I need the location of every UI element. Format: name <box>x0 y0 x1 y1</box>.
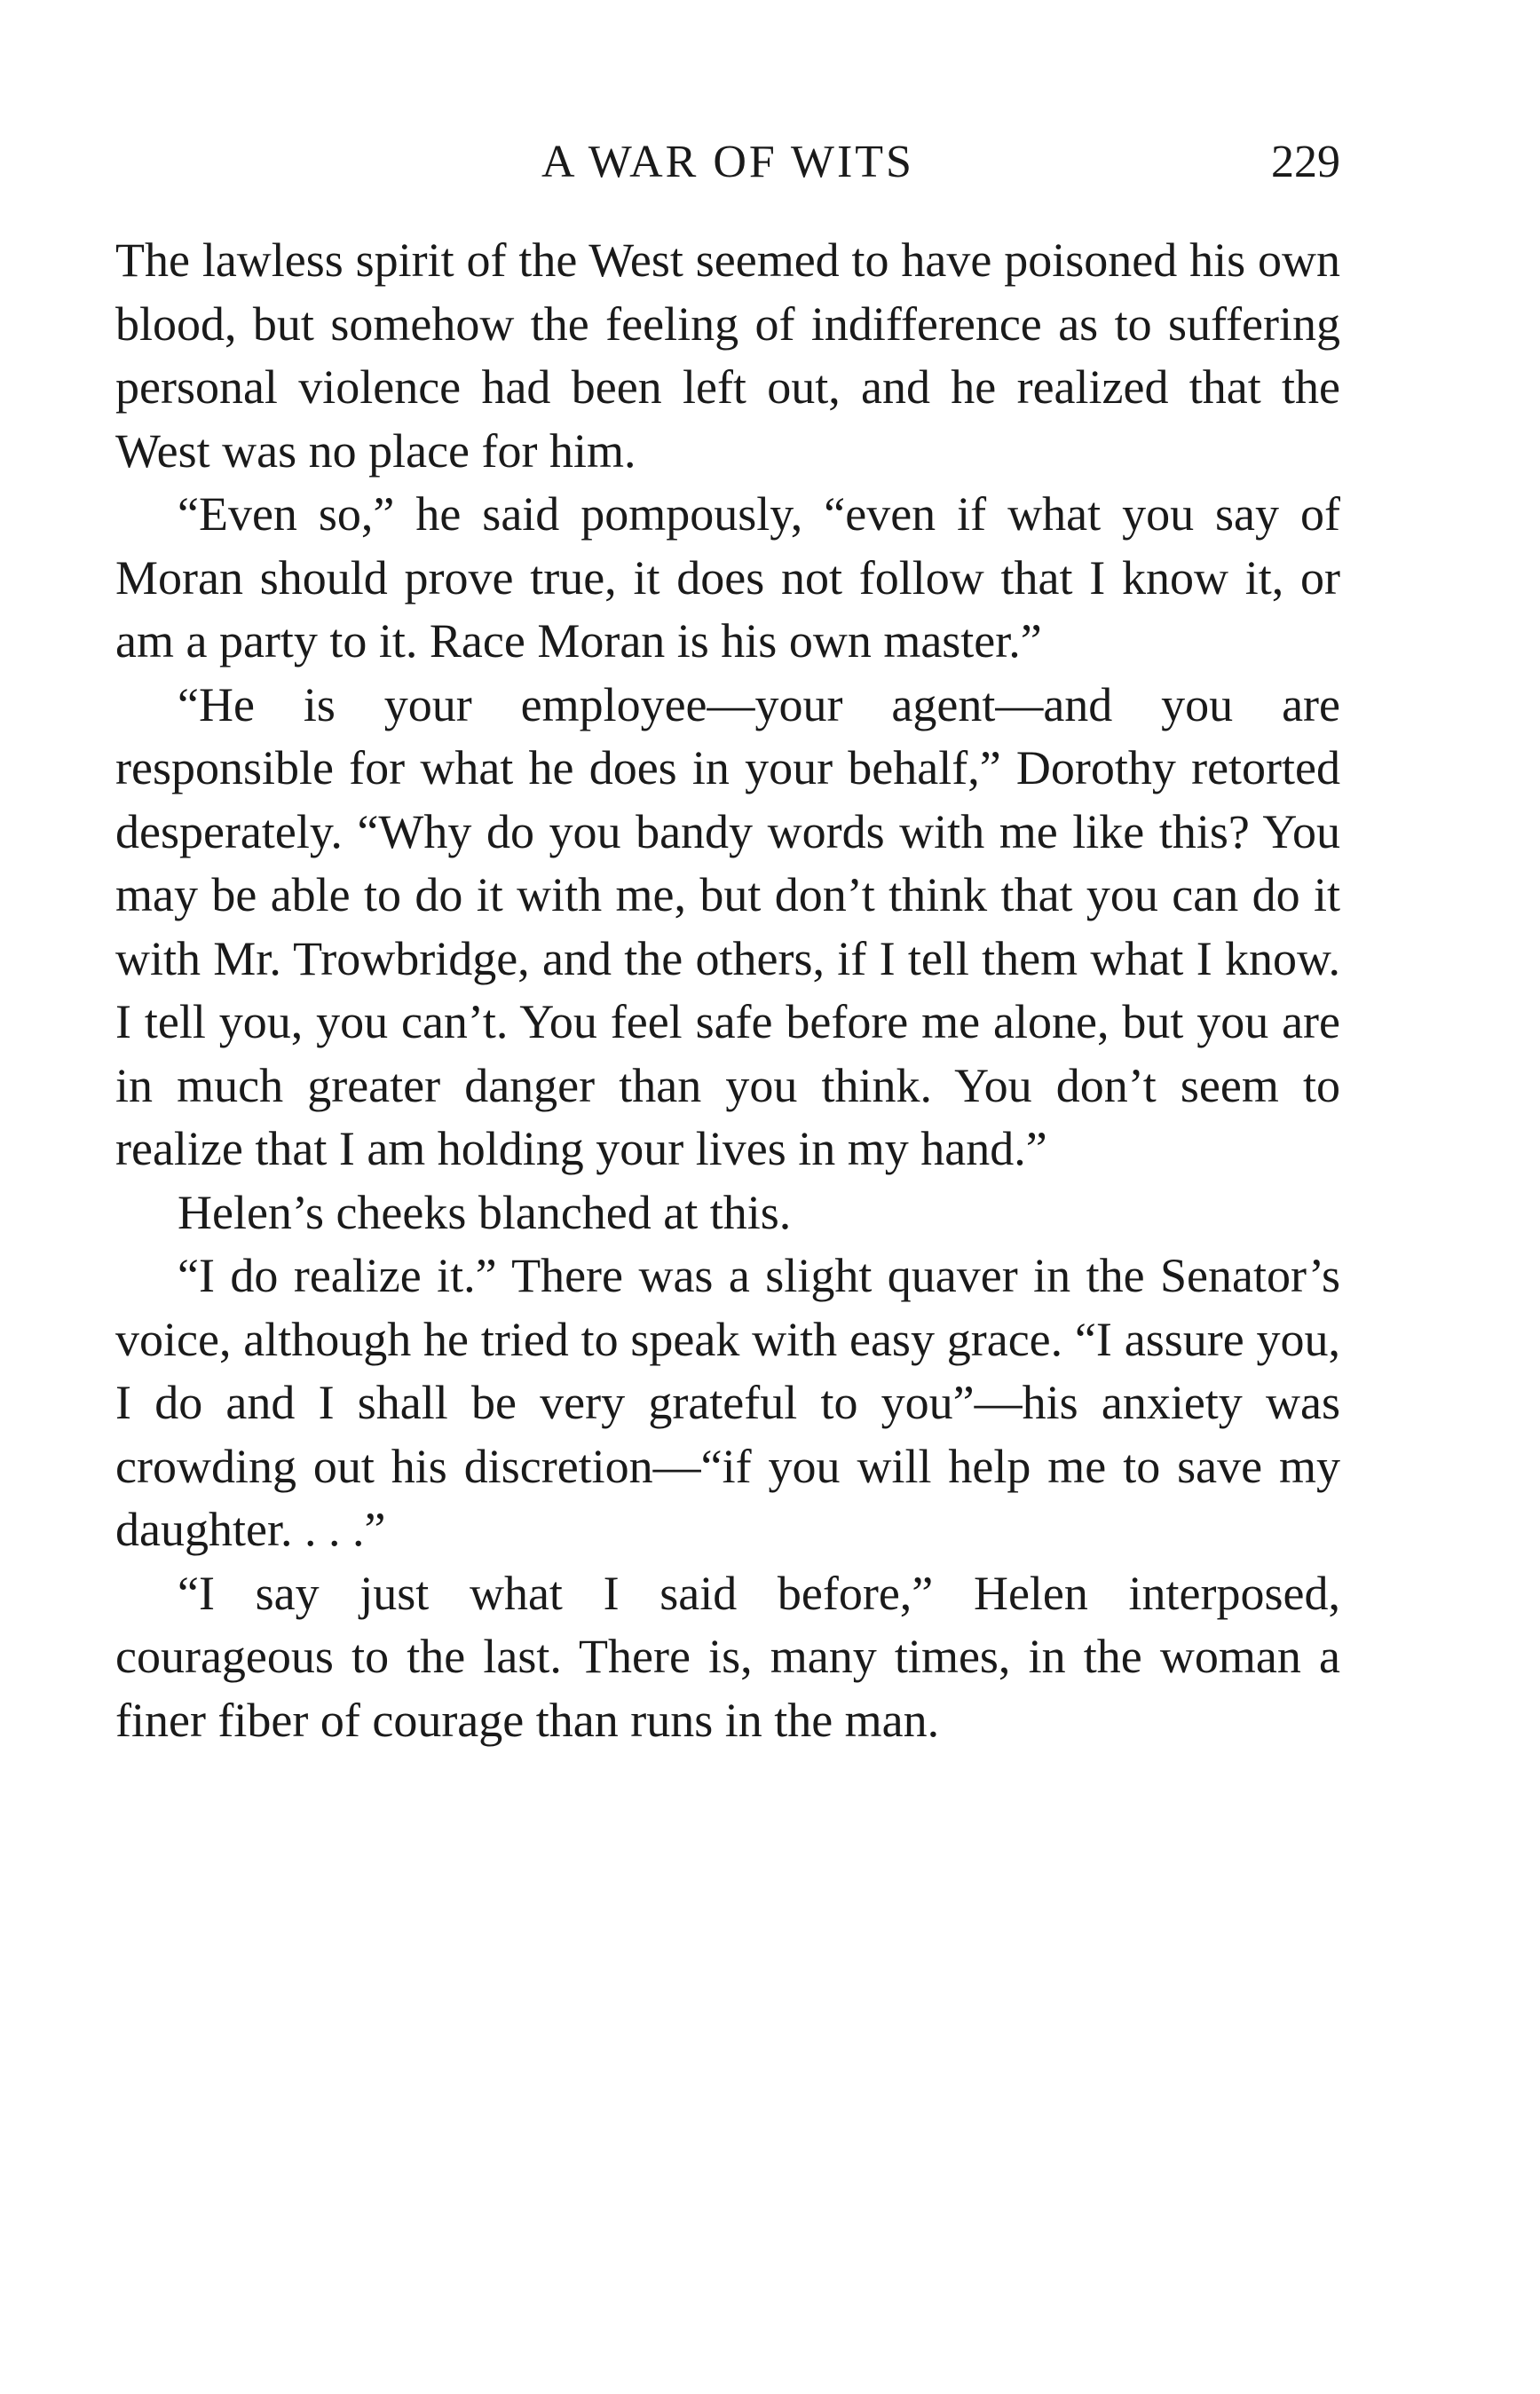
paragraph-2: “Even so,” he said pompously, “even if what you say of Moran should prove true, it does not follow that I know it, or am a party to it. Race Moran is his own master.” <box>115 487 1340 668</box>
body-text <box>115 229 1340 1752</box>
paragraph-4: Helen’s cheeks blanched at this. <box>178 1185 792 1239</box>
page-number: 229 <box>1271 137 1340 187</box>
running-title: A WAR OF WITS <box>541 137 914 187</box>
paragraph-1: The lawless spirit of the West seemed to have poisoned his own blood, but somehow the feeling of indifference as to suffering personal violence had been left out, and he realized that the West was no place for him. <box>115 233 1340 478</box>
running-head <box>115 131 1340 194</box>
paragraph-3: “He is your employee—your agent—and you are responsible for what he does in your behalf,” Dorothy retorted desperately. “Why do you bandy words with me like this? You may be able to do it with me, but don’t think that you can do it with Mr. Trowbridge, and the others, if I tell them what I know. I tell you, you can’t. You feel safe before me alone, but you are in much greater danger than you think. You don’t seem to realize that I am holding your lives in my hand.” <box>115 677 1340 1175</box>
paragraph-6: “I say just what I said before,” Helen interposed, courageous to the last. There is, many times, in the woman a finer fiber of courage than runs in the man. <box>115 1566 1340 1747</box>
paragraph-5: “I do realize it.” There was a slight quaver in the Senator’s voice, although he tried to speak with easy grace. “I assure you, I do and I shall be very grateful to you”—his anxiety was crowding out his discretion—“if you will help me to save my daughter. . . .” <box>115 1249 1340 1556</box>
